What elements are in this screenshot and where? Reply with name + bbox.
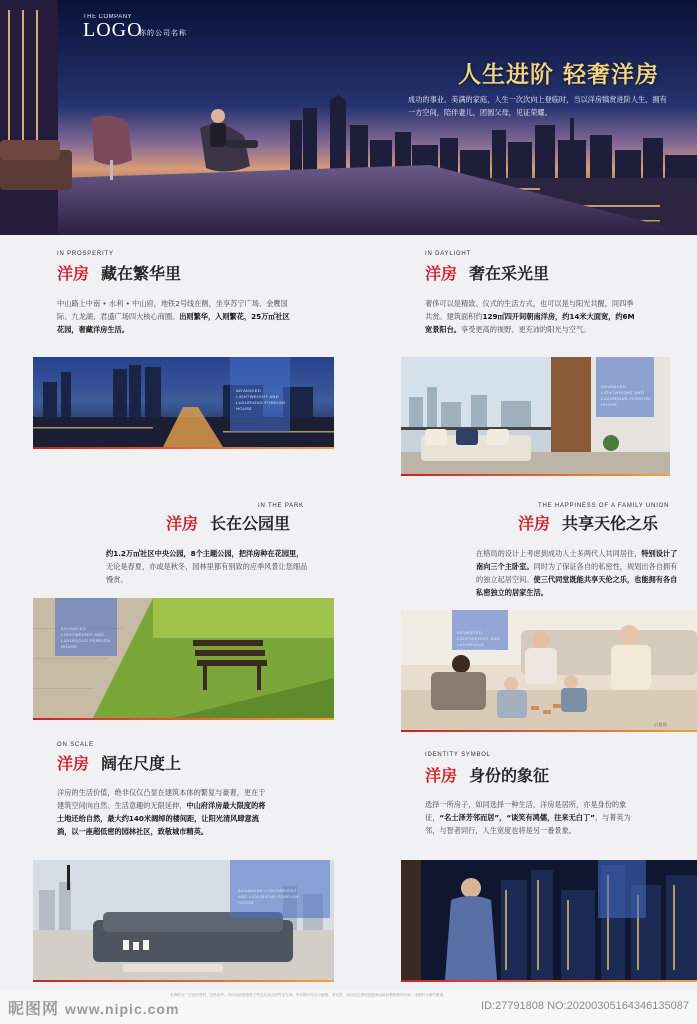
section-4-text-tail: 同时为了保证各自的私密性，规划出各自拥有的独立起居空间。 <box>476 562 678 584</box>
company-name-placeholder: 你的公司名称 <box>139 29 187 37</box>
section-2-paragraph <box>425 297 635 336</box>
section-3-text-bold: 约1.2万㎡社区中央公园，8个主题公园，把洋房种在花园里， <box>106 549 304 558</box>
section-5-red-underline <box>33 980 334 982</box>
section-3-title-red: 洋房 <box>166 514 199 533</box>
section-6-paragraph <box>425 798 639 837</box>
watermark-footer <box>0 990 697 1024</box>
section-2-title-red: 洋房 <box>425 264 458 283</box>
section-4-title-red: 洋房 <box>518 514 551 533</box>
section-2-text-tail: 享受更高的视野、更充沛的阳光与空气。 <box>460 325 591 334</box>
section-4-en-label: THE HAPPINESS OF A FAMILY UNION <box>538 503 670 509</box>
image-id-label: ID:27791808 NO:20200305164346135087 <box>481 1000 689 1012</box>
section-3-paragraph <box>106 547 310 586</box>
hero-title: 人生进阶 轻奢洋房 <box>457 62 659 88</box>
section-6-title <box>425 766 549 786</box>
hero-banner <box>0 0 697 235</box>
section-5-text-bold: 中山府洋房最大限度的将土地还给自然，最大约140米阔绰的楼间距，让阳光清风肆意流淌，以一座超低密的园林社区，致敬城市精英。 <box>57 801 266 836</box>
section-6-night-city-photo <box>401 860 697 980</box>
company-label: THE COMPANY <box>83 14 133 20</box>
company-logo <box>83 14 187 41</box>
section-3-red-underline <box>33 718 334 720</box>
section-1-red-underline <box>33 447 334 449</box>
section-4-family-photo <box>401 610 697 730</box>
section-4-text-bold2: 使三代同堂既能共享天伦之乐，也能拥有各自私密独立的居家生活。 <box>476 575 678 597</box>
section-2-title-dark: 奢在采光里 <box>469 264 550 283</box>
section-6-red-underline <box>401 980 697 982</box>
section-1-title-dark: 藏在繁华里 <box>101 264 182 283</box>
section-6-overlay-band <box>598 860 646 918</box>
section-1-title-red: 洋房 <box>57 264 90 283</box>
watermark-brand <box>8 996 179 1019</box>
section-5-title <box>57 754 181 774</box>
watermark-url[interactable]: www.nipic.com <box>65 1001 180 1017</box>
section-3-en-label: IN THE PARK <box>258 503 304 509</box>
section-2-text-bold: 129㎡四开间朝南洋房，约14米大面宽，约6M宽景阳台。 <box>425 312 635 334</box>
hero-description: 成功的事业、美满的家庭，人生一次次向上登临时，当以洋房犒赏进阶人生，拥有一方空间，陪伴妻儿，团圆父母，见证荣耀。 <box>408 95 667 117</box>
section-3-title <box>166 514 290 534</box>
section-4-text-bold: 特别设计了南向三个主卧室。 <box>476 549 678 571</box>
section-5-overlay-text: ADVANCED LIGHTWEIGHT AND LUXURIOUS FOREIGN HOUSE <box>238 888 299 905</box>
section-6-title-red: 洋房 <box>425 766 458 785</box>
section-5-en-label: ON SCALE <box>57 742 94 748</box>
section-1-text-bold: 出则繁华，入则繁花，25万㎡社区花园，奢藏洋房生活。 <box>57 312 290 334</box>
section-1-title <box>57 264 181 284</box>
section-5-paragraph <box>57 786 271 838</box>
logo-text: LOGO <box>83 19 143 41</box>
section-6-text: 选择一所房子，如同选择一种生活，洋房是居所，亦是身份的象征， <box>425 800 627 822</box>
section-6-text-bold: “名士泽芳邻而居”，“谈笑有鸿儒，往来无白丁” <box>439 813 595 822</box>
watermark-brand-name: 昵图网 <box>8 999 60 1018</box>
section-3-text: 无论是春夏，亦或是秋冬，园林里都有别致的应季风景让您细品慢赏。 <box>106 562 308 584</box>
section-1-en-label: IN PROSPERITY <box>57 251 114 257</box>
section-5-text: 洋房的生活价值，绝非仅仅凸显在建筑本体的繁复与豪奢，更在于建筑空间向自然、生活意趣的无限延伸， <box>57 788 266 810</box>
section-2-red-underline <box>401 474 670 476</box>
section-2-overlay-text: ADVANCED LIGHTWEIGHT AND LUXURIOUS FOREIGN HOUSE <box>601 384 651 407</box>
section-1-overlay-text: ADVANCED LIGHTWEIGHT AND LUXURIOUS FOREIGN HOUSE <box>236 388 286 411</box>
section-6-en-label: IDENTITY SYMBOL <box>425 752 491 758</box>
section-6-text-tail: ，与菁英为邻，与智者同行，人生宽度也将是另一番景象。 <box>425 813 631 835</box>
section-5-title-dark: 阔在尺度上 <box>101 754 182 773</box>
disclaimer-text: 本海报为广告宣传资料，仅供参考，具体以政府批准文件及买卖合同约定为准。所有图片均为示意图，非实景，项目周边规划及配套以政府最终规划为准。本资料为要约邀请。 <box>170 993 447 997</box>
section-2-title <box>425 264 549 284</box>
section-6-title-dark: 身份的象征 <box>469 766 550 785</box>
section-2-text: 奢侈可以是精致、仪式的生活方式，也可以是与阳光共醒，同四季共赏。建筑面积约 <box>425 299 634 321</box>
section-1-paragraph <box>57 297 292 336</box>
section-4-paragraph <box>476 547 678 599</box>
section-4-red-underline <box>401 730 697 732</box>
section-3-overlay-text: ADVANCED LIGHTWEIGHT AND LUXURIOUS FOREIGN HOUSE <box>61 626 111 649</box>
section-3-title-dark: 长在公园里 <box>210 514 291 533</box>
section-4-title-dark: 共享天伦之乐 <box>562 514 659 533</box>
section-4-text: 在格局的设计上考虑到成功人士多两代人共同居住， <box>476 549 642 558</box>
section-4-caption: 示意图 <box>654 722 668 727</box>
section-5-title-red: 洋房 <box>57 754 90 773</box>
section-4-overlay-text: ADVANCED LIGHTWEIGHT AND LUXURIOUS FOREIGN HOUSE <box>457 630 501 653</box>
section-4-title <box>518 514 658 534</box>
section-2-en-label: IN DAYLIGHT <box>425 251 472 257</box>
section-1-text: 中山路上中南 • 水利 • 中山府，地铁2号线在侧，坐享苏宁广场、金鹰国际、九龙湖、君盛广场四大核心商圈。 <box>57 299 288 321</box>
